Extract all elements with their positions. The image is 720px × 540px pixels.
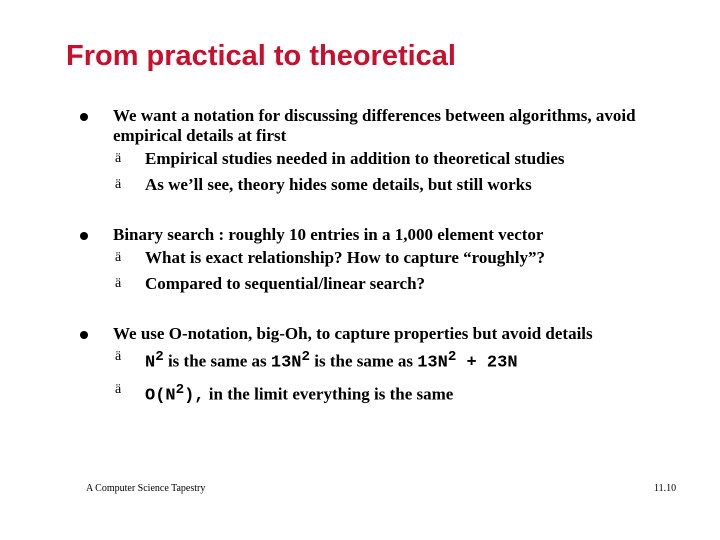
sub-bullet-text: in the limit everything is the same xyxy=(204,384,454,404)
bullet-text: Binary search : roughly 10 entries in a 1,000 element vector xyxy=(113,225,544,244)
sub-bullet-text: is the same as xyxy=(310,351,418,371)
sub-bullet-text: As we’ll see, theory hides some details, but still works xyxy=(145,175,532,194)
sub-bullet xyxy=(113,245,690,271)
footer-course-title: A Computer Science Tapestry xyxy=(86,483,206,494)
bullet-dot-icon xyxy=(80,113,88,121)
bullet-dot-icon xyxy=(80,232,88,240)
sub-bullet xyxy=(113,172,690,198)
math-n: N xyxy=(145,353,156,373)
slide-title: From practical to theoretical xyxy=(66,40,456,72)
sub-bullet xyxy=(113,377,690,410)
superscript: 2 xyxy=(447,349,457,365)
bullet-item xyxy=(80,106,690,198)
superscript: 2 xyxy=(301,349,311,365)
sub-bullet-icon: ä xyxy=(115,381,122,397)
sub-bullet-icon: ä xyxy=(115,276,122,291)
slide-number: 11.10 xyxy=(654,483,677,494)
bullet-item xyxy=(80,225,690,297)
math-13n: 13N xyxy=(270,353,302,373)
sub-bullet xyxy=(113,344,690,377)
math-13n: 13N xyxy=(417,353,448,373)
sub-bullet-text: Empirical studies needed in addition to theoretical studies xyxy=(145,149,565,168)
sub-bullet-text: What is exact relationship? How to capture “roughly”? xyxy=(145,248,545,267)
bullet-dot-icon xyxy=(80,331,88,339)
sub-bullet-icon: ä xyxy=(115,177,122,192)
sub-bullet-icon: ä xyxy=(115,349,122,364)
sub-bullet-text: Compared to sequential/linear search? xyxy=(145,274,426,293)
math-big-o: O(N xyxy=(145,386,176,406)
math-big-o-close: ), xyxy=(184,386,205,406)
bullet-item xyxy=(80,324,690,409)
superscript: 2 xyxy=(175,381,185,398)
bullet-text: We use O-notation, big-Oh, to capture properties but avoid details xyxy=(113,324,593,343)
sub-bullet-text: is the same as xyxy=(163,351,271,371)
bullet-list xyxy=(80,106,690,436)
sub-bullet-icon: ä xyxy=(115,250,122,265)
sub-bullet xyxy=(113,146,690,172)
sub-bullet-icon: ä xyxy=(115,151,122,166)
math-23n: + 23N xyxy=(456,353,518,373)
sub-bullet xyxy=(113,271,690,297)
bullet-text: We want a notation for discussing differences between algorithms, avoid empirical details at first xyxy=(113,106,636,145)
superscript: 2 xyxy=(155,349,164,365)
